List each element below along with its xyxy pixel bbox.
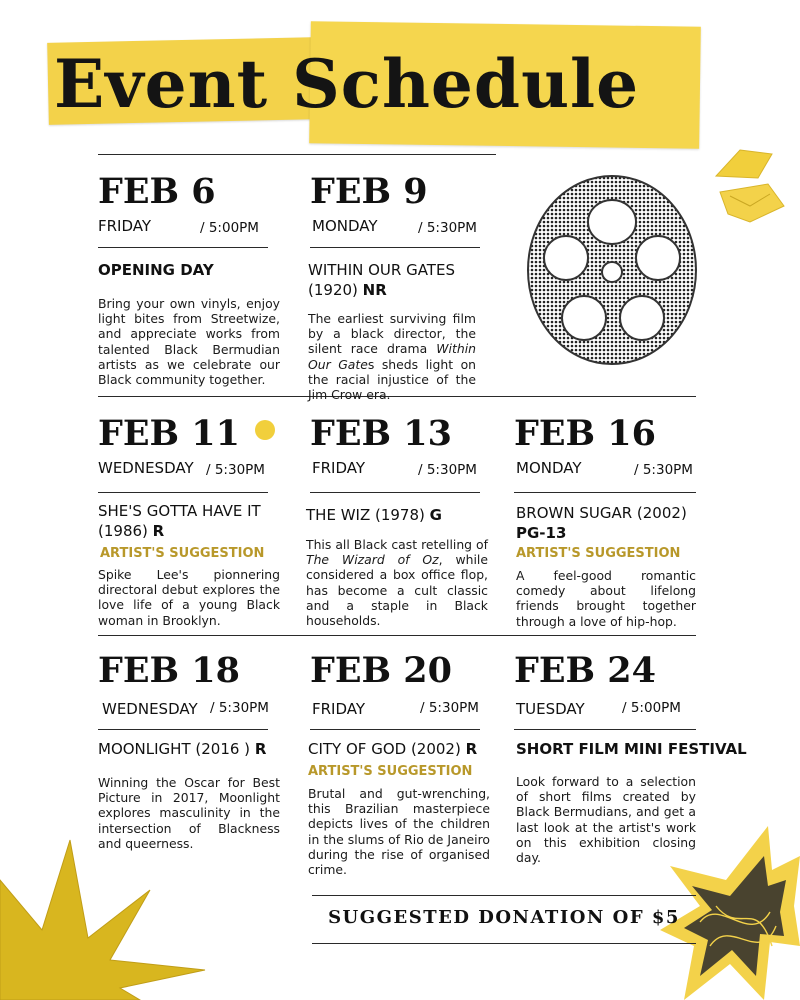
date-underline: [514, 492, 696, 493]
event-time: / 5:30PM: [634, 462, 693, 478]
event-title-text: WITHIN OUR GATES (1920): [308, 261, 455, 299]
event-rating: PG-13: [516, 524, 567, 542]
event-description: Brutal and gut-wrenching, this Brazilian masterpiece depicts lives of the children in the slums of Rio de Janeiro during the rise of organised crime.: [308, 786, 490, 878]
event-rating: NR: [362, 281, 387, 299]
event-description: Look forward to a selection of short films created by Black Bermudians, and get a last look at the artist's work on this exhibition closing day.: [516, 774, 696, 866]
event-time: / 5:30PM: [210, 700, 269, 716]
event-day: MONDAY: [516, 459, 582, 477]
divider: [312, 943, 696, 944]
page-title: Event Schedule: [54, 45, 640, 123]
event-time: / 5:30PM: [206, 462, 265, 478]
event-day: FRIDAY: [312, 700, 366, 718]
date-underline: [514, 729, 696, 730]
divider: [98, 635, 696, 636]
date-underline: [310, 729, 480, 730]
artist-suggestion-label: ARTIST'S SUGGESTION: [516, 546, 681, 561]
event-date: FEB 13: [310, 413, 452, 454]
event-title: BROWN SUGAR (2002) PG-13: [516, 504, 687, 542]
event-description: Bring your own vinyls, enjoy light bites from Streetwize, and appreciate works from talented Black Bermudian artists as we celebrate our Black community together.: [98, 296, 280, 388]
divider: [98, 154, 496, 155]
event-date: FEB 24: [514, 650, 656, 691]
event-rating: G: [429, 506, 442, 524]
event-day: FRIDAY: [98, 217, 152, 235]
event-title: OPENING DAY: [98, 261, 214, 279]
event-description: The earliest surviving film by a black director, the silent race drama Within Our Gates sheds light on the racial injustice of the Jim Crow era.: [308, 311, 476, 403]
event-time: / 5:30PM: [420, 700, 479, 716]
yellow-dot-icon: [254, 419, 276, 441]
event-description: Spike Lee's pionnering directoral debut explores the love life of a young Black woman in Brooklyn.: [98, 567, 280, 628]
event-title: THE WIZ (1978) G: [306, 506, 442, 524]
event-day: FRIDAY: [312, 459, 366, 477]
event-rating: R: [465, 740, 478, 758]
event-time: / 5:00PM: [622, 700, 681, 716]
event-day: TUESDAY: [516, 700, 585, 718]
event-day: WEDNESDAY: [98, 459, 194, 477]
date-underline: [98, 729, 268, 730]
event-date: FEB 9: [310, 171, 428, 212]
event-description: This all Black cast retelling of The Wizard of Oz, while considered a box office flop, has become a cult classic and a staple in Black households.: [306, 537, 488, 629]
date-underline: [310, 492, 480, 493]
event-date: FEB 20: [310, 650, 452, 691]
event-title: SHORT FILM MINI FESTIVAL: [516, 740, 747, 758]
event-date: FEB 11: [98, 413, 240, 454]
event-title: MOONLIGHT (2016 ) R: [98, 740, 267, 758]
event-time: / 5:30PM: [418, 220, 477, 236]
event-time: / 5:30PM: [418, 462, 477, 478]
event-description: Winning the Oscar for Best Picture in 2017, Moonlight explores masculinity in the intersection of Blackness and queerness.: [98, 775, 280, 851]
event-date: FEB 18: [98, 650, 240, 691]
film-reel-icon: [522, 172, 702, 368]
donation-banner: SUGGESTED DONATION OF $5: [328, 907, 680, 928]
crumpled-paper-icon: [710, 148, 790, 228]
divider: [312, 895, 696, 896]
event-rating: R: [152, 522, 165, 540]
event-description: A feel-good romantic comedy about lifelong friends brought together through a love of hip-hop.: [516, 568, 696, 629]
event-date: FEB 16: [514, 413, 656, 454]
artist-suggestion-label: ARTIST'S SUGGESTION: [308, 764, 473, 779]
event-title: [308, 260, 482, 300]
artist-suggestion-label: ARTIST'S SUGGESTION: [100, 546, 265, 561]
event-day: WEDNESDAY: [102, 700, 198, 718]
date-underline: [310, 247, 480, 248]
date-underline: [98, 247, 268, 248]
event-day: MONDAY: [312, 217, 378, 235]
event-title: CITY OF GOD (2002) R: [308, 740, 478, 758]
event-date: FEB 6: [98, 171, 216, 212]
event-title: SHE'S GOTTA HAVE IT (1986) R: [98, 502, 261, 540]
date-underline: [98, 492, 268, 493]
event-time: / 5:00PM: [200, 220, 259, 236]
event-rating: R: [254, 740, 267, 758]
